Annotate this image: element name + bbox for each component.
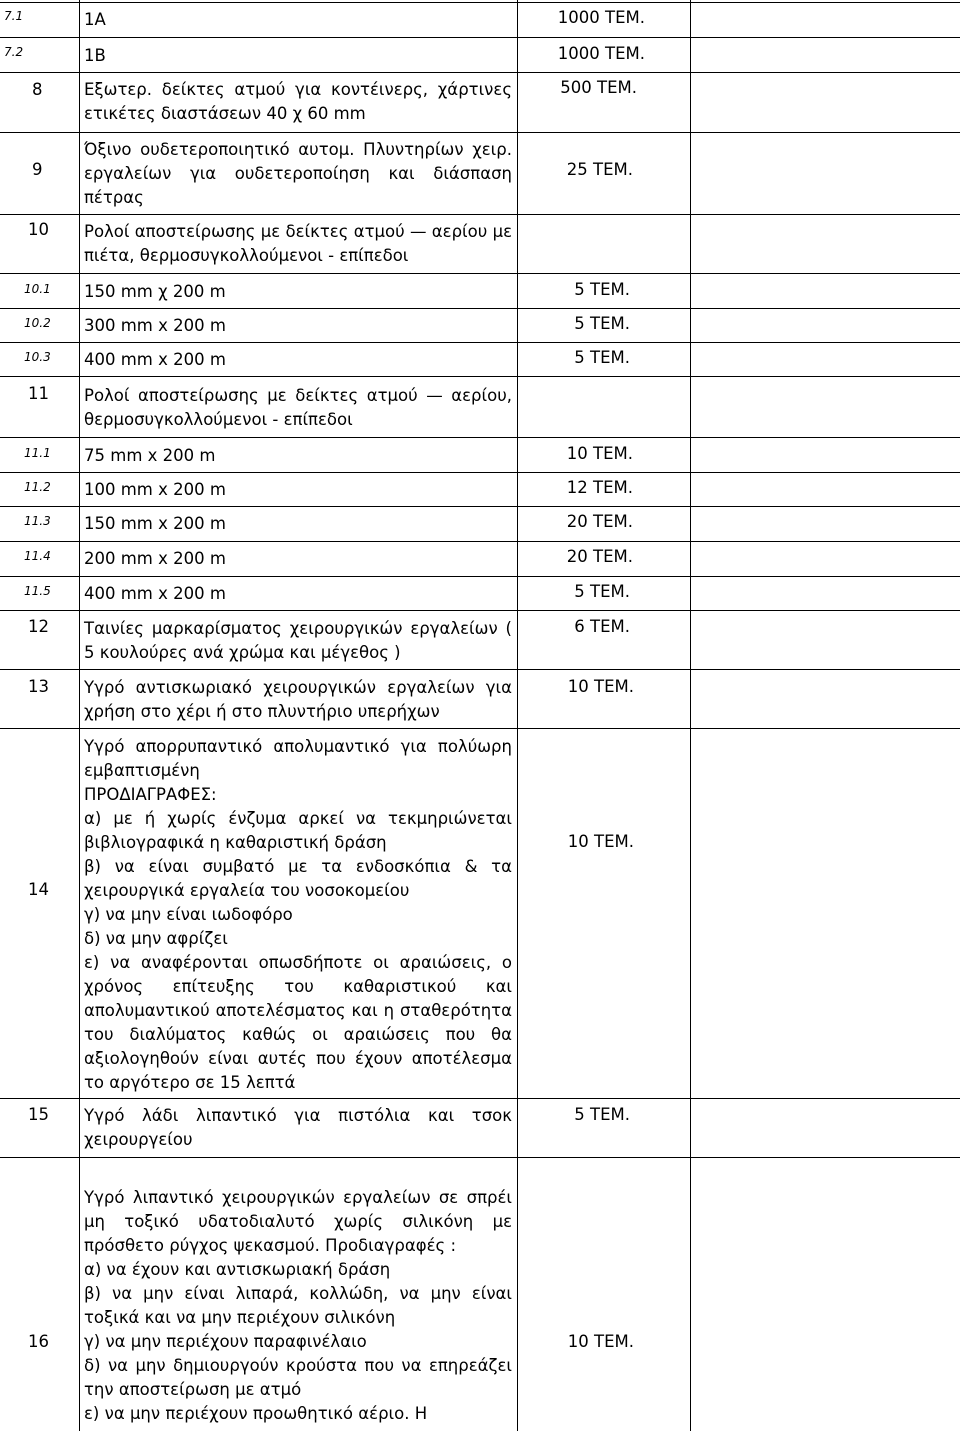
item-number: 8 xyxy=(32,80,43,99)
description-line: 150 mm x 200 m xyxy=(84,514,226,533)
item-number: 13 xyxy=(28,677,49,696)
description-line: Υγρό απορρυπαντικό απολυμαντικό για πολύωρη εμβαπτισμένη xyxy=(84,737,512,780)
item-quantity: 1000 ΤΕΜ. xyxy=(557,8,645,27)
description-line: 1B xyxy=(84,46,106,65)
item-number: 11.3 xyxy=(24,514,51,528)
row-divider xyxy=(0,132,960,133)
item-number: 11 xyxy=(28,384,49,403)
item-number: 10.1 xyxy=(24,282,51,296)
description-line: Όξινο ουδετεροποιητικό αυτομ. Πλυντηρίων χειρ. εργαλείων για ουδετεροποίηση και διάσπαση πέτρας xyxy=(84,140,512,207)
item-description xyxy=(84,138,512,210)
description-line: Υγρό αντισκωριακό χειρουργικών εργαλείων για χρήση στο χέρι ή στο πλυντήριο υπερήχων xyxy=(84,678,512,721)
row-divider xyxy=(0,576,960,577)
description-line: β) να μην είναι λιπαρά, κολλώδη, να μην είναι τοξικά και να μην περιέχουν σιλικόνη xyxy=(84,1284,512,1327)
row-divider xyxy=(0,1157,960,1158)
description-line: 75 mm x 200 m xyxy=(84,446,216,465)
item-quantity: 5 ΤΕΜ. xyxy=(574,582,630,601)
item-description xyxy=(84,547,512,571)
item-quantity: 5 ΤΕΜ. xyxy=(574,314,630,333)
item-description xyxy=(84,314,512,338)
item-quantity: 1000 ΤΕΜ. xyxy=(557,44,645,63)
row-divider xyxy=(0,37,960,38)
item-number: 9 xyxy=(32,160,43,179)
description-line: Ταινίες μαρκαρίσματος χειρουργικών εργαλείων ( 5 κουλούρες ανά χρώμα και μέγεθος ) xyxy=(84,619,512,662)
item-quantity: 10 ΤΕΜ. xyxy=(566,444,633,463)
description-line: 400 mm x 200 m xyxy=(84,584,226,603)
row-divider xyxy=(0,669,960,670)
item-description xyxy=(84,444,512,468)
description-line: Υγρό λιπαντικό χειρουργικών εργαλείων σε σπρέι μη τοξικό υδατοδιαλυτό χωρίς σιλικόνη με πρόσθετο ρύγχος ψεκασμού. Προδιαγραφές : xyxy=(84,1188,512,1255)
row-divider xyxy=(0,2,960,3)
item-description xyxy=(84,478,512,502)
item-number: 7.1 xyxy=(4,9,24,23)
item-description xyxy=(84,78,512,126)
description-line: Ρολοί αποστείρωσης με δείκτες ατμού — αερίου με πιέτα, θερμοσυγκολλούμενοι - επίπεδοι xyxy=(84,222,512,265)
item-number: 7.2 xyxy=(4,45,24,59)
item-quantity: 25 ΤΕΜ. xyxy=(566,160,633,179)
row-divider xyxy=(0,437,960,438)
item-quantity: 500 ΤΕΜ. xyxy=(560,78,637,97)
description-line: δ) να μην αφρίζει xyxy=(84,929,228,948)
item-description xyxy=(84,1104,512,1152)
item-description xyxy=(84,582,512,606)
item-quantity: 20 ΤΕΜ. xyxy=(566,512,633,531)
item-description xyxy=(84,8,512,32)
item-number: 11.1 xyxy=(24,446,51,460)
row-divider xyxy=(0,273,960,274)
item-number: 15 xyxy=(28,1105,49,1124)
item-description xyxy=(84,220,512,268)
description-line: ΠΡΟΔΙΑΓΡΑΦΕΣ: xyxy=(84,785,217,804)
description-line: ε) να μην περιέχουν προωθητικό αέριο. Η xyxy=(84,1404,428,1423)
description-line: 100 mm x 200 m xyxy=(84,480,226,499)
row-divider xyxy=(0,376,960,377)
row-divider xyxy=(0,214,960,215)
description-line: 200 mm x 200 m xyxy=(84,549,226,568)
description-line: α) να έχουν και αντισκωριακή δράση xyxy=(84,1260,391,1279)
item-number: 11.4 xyxy=(24,549,51,563)
item-number: 10 xyxy=(28,220,49,239)
item-quantity: 5 ΤΕΜ. xyxy=(574,348,630,367)
item-quantity: 10 ΤΕΜ. xyxy=(567,677,634,696)
description-line: Υγρό λάδι λιπαντικό για πιστόλια και τσοκ χειρουργείου xyxy=(84,1106,512,1149)
row-divider xyxy=(0,728,960,729)
item-description xyxy=(84,44,512,68)
row-divider xyxy=(0,506,960,507)
description-line: 300 mm x 200 m xyxy=(84,316,226,335)
item-quantity: 12 ΤΕΜ. xyxy=(566,478,633,497)
row-divider xyxy=(0,1098,960,1099)
description-line: 150 mm χ 200 m xyxy=(84,282,226,301)
row-divider xyxy=(0,472,960,473)
description-line: δ) να μην δημιουργούν κρούστα που να επηρεάζει την αποστείρωση με ατμό xyxy=(84,1356,512,1399)
row-divider xyxy=(0,610,960,611)
item-number: 16 xyxy=(28,1332,49,1351)
row-divider xyxy=(0,72,960,73)
item-description xyxy=(84,1186,512,1426)
description-line: 400 mm x 200 m xyxy=(84,350,226,369)
item-quantity: 5 ΤΕΜ. xyxy=(574,280,630,299)
item-description xyxy=(84,348,512,372)
item-description xyxy=(84,384,512,432)
item-quantity: 10 ΤΕΜ. xyxy=(567,1332,634,1351)
description-line: 1A xyxy=(84,10,106,29)
item-quantity: 5 ΤΕΜ. xyxy=(574,1105,630,1124)
description-line: β) να είναι συμβατό με τα ενδοσκόπια & τα χειρουργικά εργαλεία του νοσοκομείου xyxy=(84,857,512,900)
row-divider xyxy=(0,342,960,343)
description-line: γ) να μην είναι ιωδοφόρο xyxy=(84,905,293,924)
item-number: 10.2 xyxy=(24,316,51,330)
item-number: 11.2 xyxy=(24,480,51,494)
item-description xyxy=(84,280,512,304)
item-number: 12 xyxy=(28,617,49,636)
item-number: 10.3 xyxy=(24,350,51,364)
item-quantity: 6 ΤΕΜ. xyxy=(574,617,630,636)
description-line: α) με ή χωρίς ένζυμα αρκεί να τεκμηριώνεται βιβλιογραφικά η καθαριστική δράση xyxy=(84,809,512,852)
description-line: Ρολοί αποστείρωσης με δείκτες ατμού — αερίου, θερμοσυγκολλούμενοι - επίπεδοι xyxy=(84,386,512,429)
description-line: γ) να μην περιέχουν παραφινέλαιο xyxy=(84,1332,367,1351)
item-description xyxy=(84,512,512,536)
item-description xyxy=(84,735,512,1095)
item-description xyxy=(84,617,512,665)
description-line: ε) να αναφέρονται οπωσδήποτε οι αραιώσεις, ο χρόνος επίτευξης του καθαριστικού και απολυμαντικού αποτελέσματος και η σταθερότητα του διαλύματος καθώς οι αραιώσεις που θα αξιολογηθούν είναι αυτές που έχουν αποτέλεσμα το αργότερο σε 15 λεπτά xyxy=(84,953,512,1092)
description-line: Εξωτερ. δείκτες ατμού για κοντέινερς, χάρτινες ετικέτες διαστάσεων 40 χ 60 mm xyxy=(84,80,512,123)
row-divider xyxy=(0,308,960,309)
item-description xyxy=(84,676,512,724)
item-quantity: 20 ΤΕΜ. xyxy=(566,547,633,566)
item-quantity: 10 ΤΕΜ. xyxy=(567,832,634,851)
item-number: 14 xyxy=(28,880,49,899)
item-number: 11.5 xyxy=(24,584,51,598)
row-divider xyxy=(0,541,960,542)
